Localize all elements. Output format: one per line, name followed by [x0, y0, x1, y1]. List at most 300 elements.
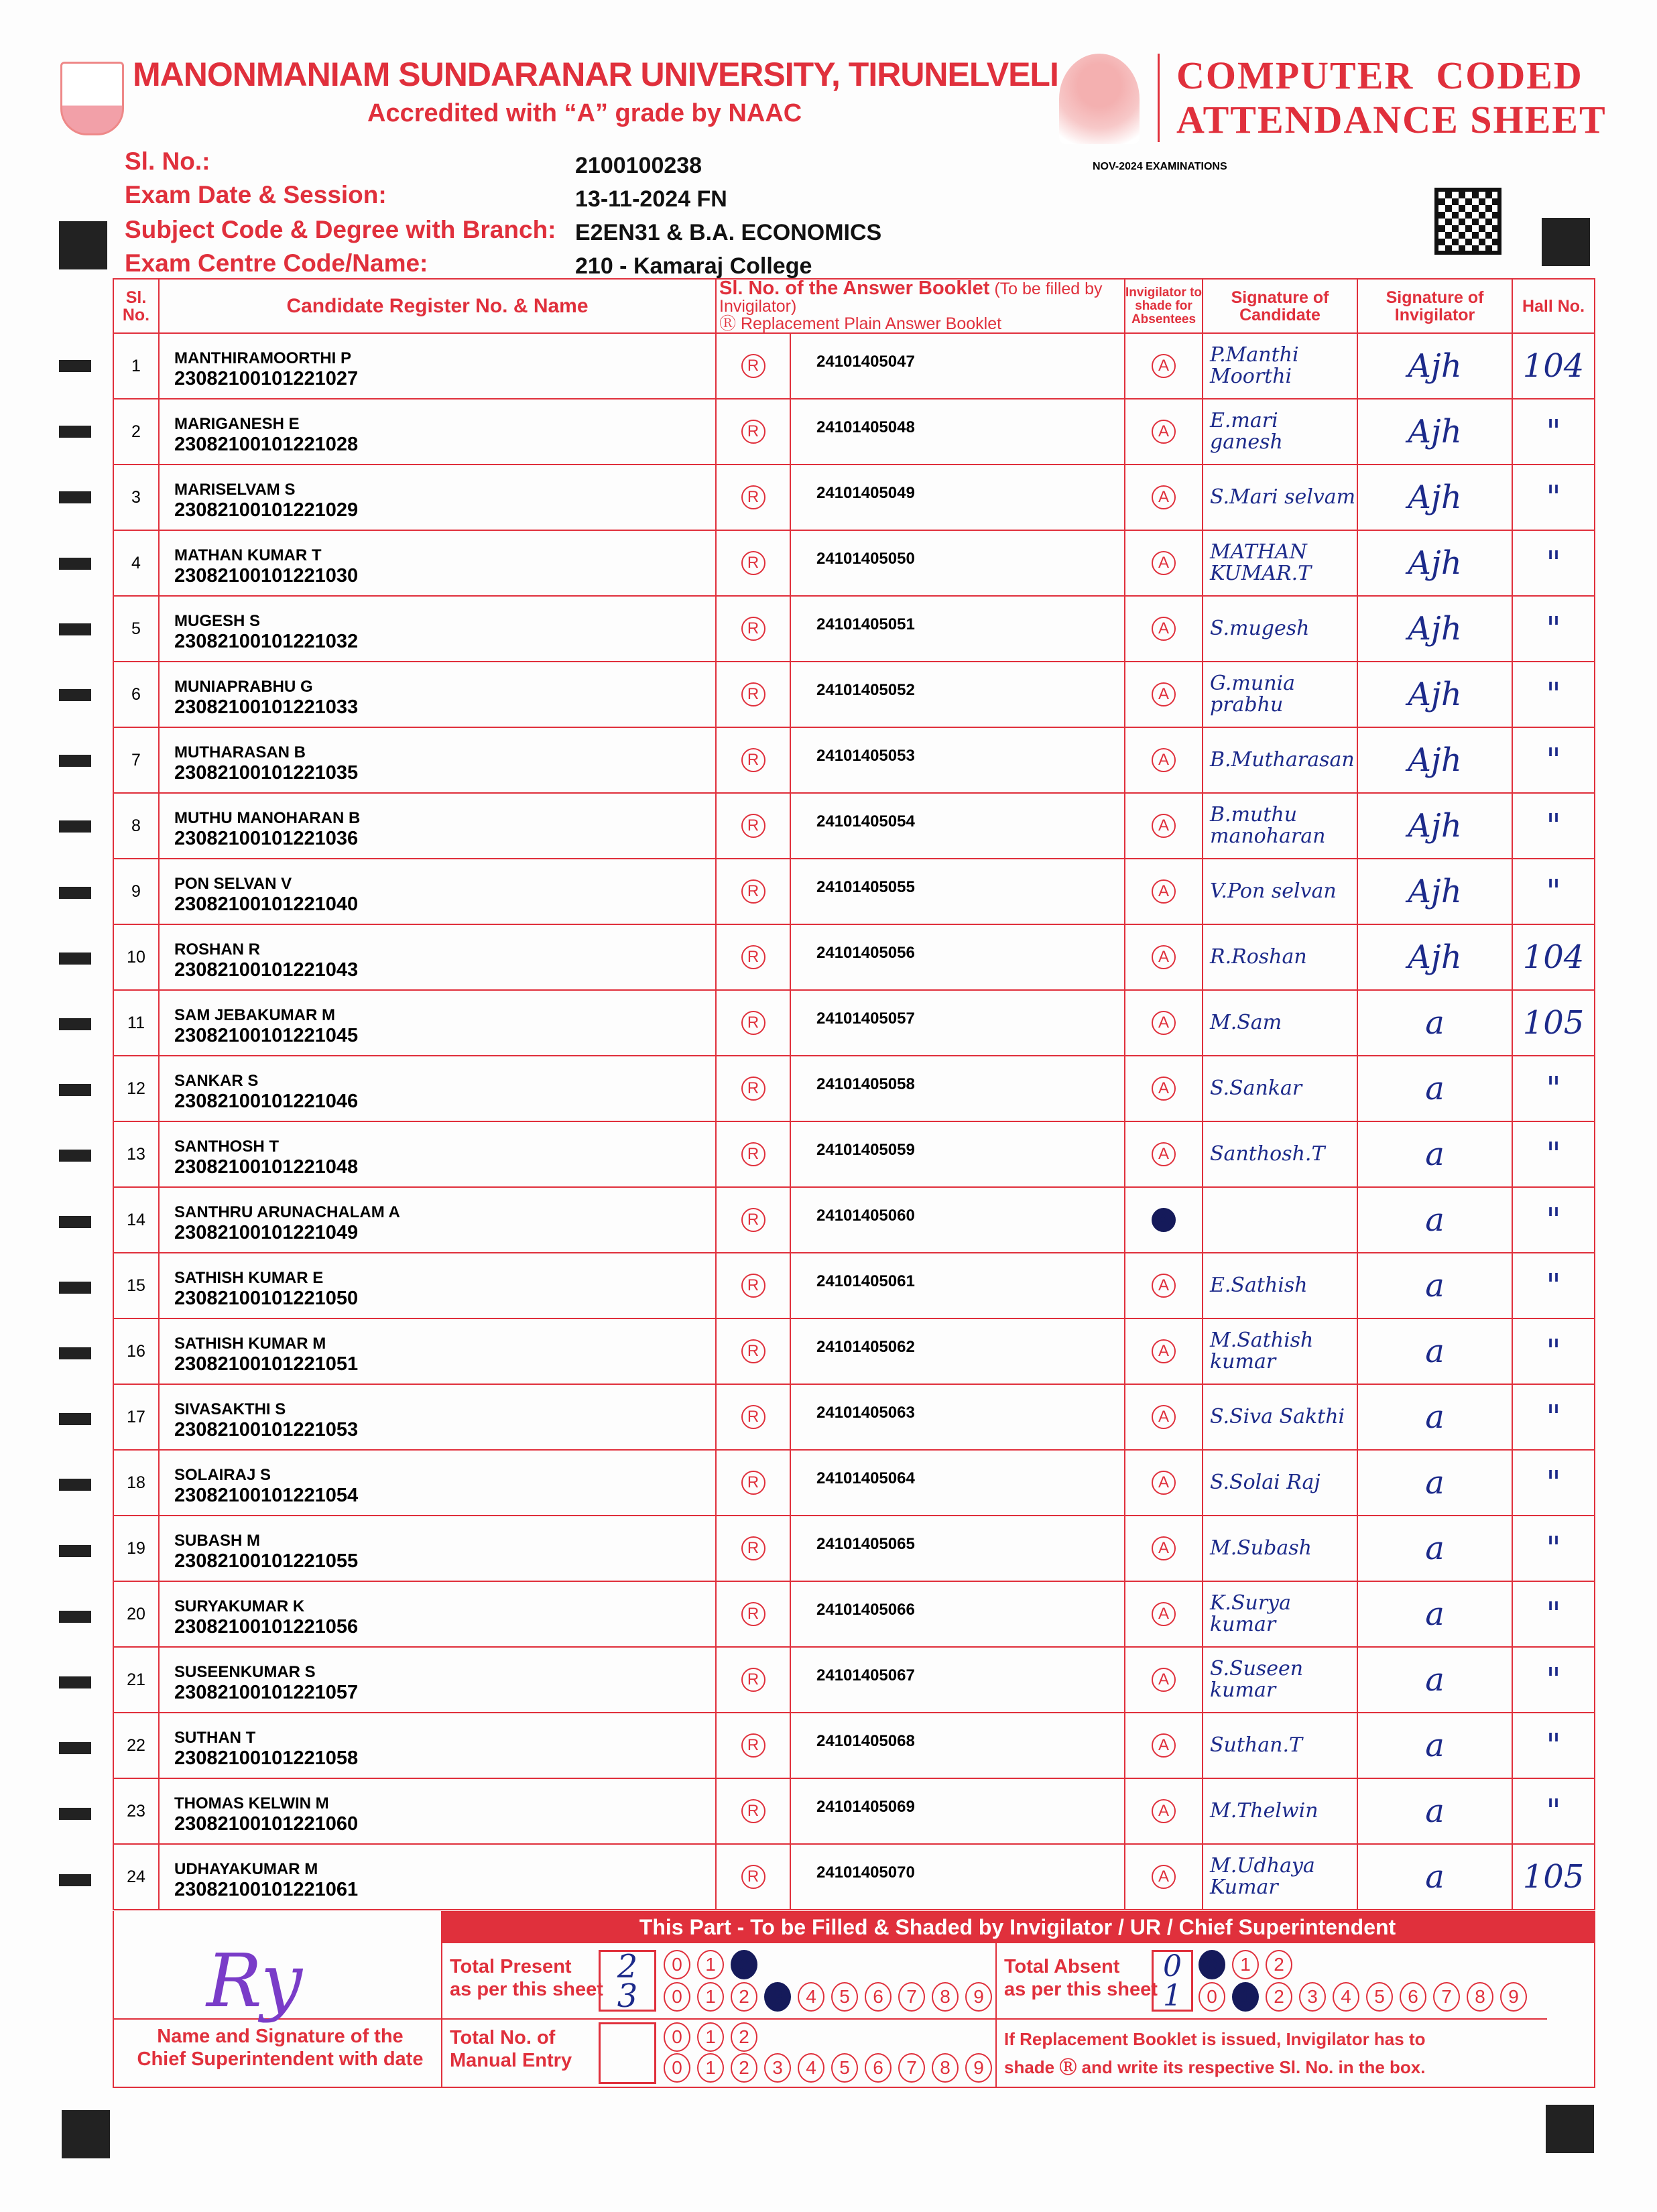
invigilator-section — [113, 1911, 1594, 2088]
absent-box[interactable] — [1152, 1950, 1193, 2012]
digit-bubble[interactable]: 2 — [731, 2022, 757, 2052]
table-row — [113, 465, 1595, 530]
replacement-cell — [716, 1844, 790, 1910]
absent-cell — [1125, 859, 1203, 924]
exam-date-value: 13-11-2024 FN — [575, 186, 727, 212]
present-units: 3 — [617, 1977, 638, 2015]
sheet-title-line-1: COMPUTER CODED — [1176, 54, 1583, 97]
replacement-bubble[interactable]: R — [741, 879, 765, 904]
digit-bubble[interactable]: 1 — [697, 2022, 724, 2052]
digit-bubble[interactable]: 7 — [1433, 1982, 1460, 2012]
absent-cell — [1125, 530, 1203, 596]
digit-bubble[interactable]: 1 — [697, 1950, 724, 1979]
manual-label-1: Total No. of — [450, 2027, 556, 2048]
register-no: 23082100101221033 — [174, 696, 359, 718]
absent-bubble[interactable]: A — [1152, 1799, 1176, 1823]
col-replacement-label: Replacement Plain Answer Booklet — [740, 314, 1002, 333]
table-row — [113, 1516, 1595, 1581]
table-row — [113, 1844, 1595, 1910]
register-no: 23082100101221056 — [174, 1615, 359, 1638]
digit-bubble[interactable]: 9 — [1500, 1982, 1527, 2012]
candidate-signature: Santhosh.T — [1203, 1121, 1357, 1187]
replacement-cell — [716, 1056, 790, 1121]
absent-bubble[interactable]: A — [1152, 1339, 1176, 1363]
replacement-bubble[interactable]: R — [741, 354, 765, 378]
manual-label-2: Manual Entry — [450, 2050, 572, 2071]
replacement-cell — [716, 1516, 790, 1581]
absent-bubble[interactable]: A — [1152, 1602, 1176, 1626]
register-no: 23082100101221048 — [174, 1156, 359, 1178]
candidate-signature: R.Roshan — [1203, 924, 1357, 990]
candidate-cell — [159, 1121, 716, 1187]
timing-mark — [59, 1611, 91, 1623]
table-row — [113, 1253, 1595, 1318]
digit-bubble[interactable]: 8 — [1467, 1982, 1493, 2012]
qr-code — [1434, 188, 1501, 255]
table-row — [113, 333, 1595, 399]
invigilator-signature: a — [1357, 1450, 1512, 1516]
register-no: 23082100101221028 — [174, 433, 359, 455]
absent-cell — [1125, 1318, 1203, 1384]
table-row — [113, 727, 1595, 793]
digit-bubble[interactable]: 4 — [798, 1982, 824, 2012]
absent-cell — [1125, 1647, 1203, 1713]
col-sig-candidate: Signature of Candidate — [1203, 279, 1357, 333]
register-no: 23082100101221029 — [174, 499, 359, 521]
candidate-cell — [159, 1450, 716, 1516]
replacement-bubble[interactable]: R — [741, 420, 765, 444]
timing-mark — [59, 1216, 91, 1228]
booklet-no: 24101405053 — [790, 727, 1125, 793]
digit-bubble[interactable]: 5 — [831, 1982, 858, 2012]
booklet-no: 24101405070 — [790, 1844, 1125, 1910]
candidate-signature: MATHAN KUMAR.T — [1203, 530, 1357, 596]
register-no: 23082100101221030 — [174, 564, 359, 587]
hall-no: " — [1512, 1516, 1595, 1581]
timing-mark — [59, 1413, 91, 1425]
invigilator-signature: a — [1357, 1187, 1512, 1253]
booklet-no: 24101405064 — [790, 1450, 1125, 1516]
replacement-cell — [716, 1778, 790, 1844]
replacement-bubble[interactable]: R — [741, 1339, 765, 1363]
hall-no: " — [1512, 1056, 1595, 1121]
digit-bubble[interactable]: 6 — [865, 2053, 892, 2083]
digit-bubble[interactable]: 5 — [1366, 1982, 1393, 2012]
hall-no: " — [1512, 399, 1595, 465]
absent-bubble[interactable]: A — [1152, 1668, 1176, 1692]
candidate-name: THOMAS KELWIN M — [174, 1794, 329, 1812]
candidate-cell — [159, 1844, 716, 1910]
table-row — [113, 1318, 1595, 1384]
replacement-cell — [716, 465, 790, 530]
candidate-cell — [159, 1253, 716, 1318]
timing-mark — [59, 1150, 91, 1162]
replacement-cell — [716, 1647, 790, 1713]
row-sl: 2 — [113, 399, 159, 465]
hall-no: " — [1512, 465, 1595, 530]
digit-bubble[interactable]: 3 — [764, 2053, 791, 2083]
hall-no: " — [1512, 530, 1595, 596]
absent-cell — [1125, 1121, 1203, 1187]
digit-bubble[interactable]: 1 — [697, 1982, 724, 2012]
absent-bubble[interactable]: A — [1152, 682, 1176, 706]
replacement-cell — [716, 1187, 790, 1253]
replacement-cell — [716, 924, 790, 990]
subject-value: E2EN31 & B.A. ECONOMICS — [575, 220, 882, 245]
booklet-no: 24101405063 — [790, 1384, 1125, 1450]
digit-bubble[interactable]: 3 — [1299, 1982, 1326, 2012]
candidate-signature: S.mugesh — [1203, 596, 1357, 662]
replacement-bubble[interactable]: R — [741, 617, 765, 641]
candidate-cell — [159, 1581, 716, 1647]
booklet-no: 24101405049 — [790, 465, 1125, 530]
register-no: 23082100101221036 — [174, 827, 359, 849]
candidate-cell — [159, 596, 716, 662]
row-sl: 8 — [113, 793, 159, 859]
replacement-bubble[interactable]: R — [741, 1208, 765, 1232]
absent-label-2: as per this sheet — [1004, 1979, 1158, 2000]
digit-bubble[interactable]: 0 — [664, 1950, 690, 1979]
candidate-cell — [159, 1516, 716, 1581]
col-absentees: Invigilator to shade for Absentees — [1125, 279, 1203, 333]
timing-mark — [59, 623, 91, 635]
hall-no: " — [1512, 727, 1595, 793]
candidate-signature: V.Pon selvan — [1203, 859, 1357, 924]
digit-bubble[interactable]: 6 — [865, 1982, 892, 2012]
timing-mark — [59, 491, 91, 503]
digit-bubble[interactable]: 2 — [731, 1982, 757, 2012]
candidate-name: SIVASAKTHI S — [174, 1400, 286, 1418]
digit-bubble[interactable]: 0 — [664, 2022, 690, 2052]
university-logo — [60, 62, 124, 135]
candidate-cell — [159, 924, 716, 990]
digit-bubble[interactable]: 1 — [1232, 1982, 1259, 2012]
digit-bubble[interactable]: 0 — [1199, 1950, 1225, 1979]
candidate-cell — [159, 333, 716, 399]
invigilator-signature: Ajh — [1357, 859, 1512, 924]
row-sl: 18 — [113, 1450, 159, 1516]
absent-bubble[interactable]: A — [1152, 1471, 1176, 1495]
hall-no: " — [1512, 1121, 1595, 1187]
digit-bubble[interactable]: 3 — [764, 1982, 791, 2012]
replacement-bubble[interactable]: R — [741, 1274, 765, 1298]
booklet-no: 24101405067 — [790, 1647, 1125, 1713]
row-sl: 14 — [113, 1187, 159, 1253]
candidate-name: SURYAKUMAR K — [174, 1597, 305, 1615]
exam-label: NOV-2024 EXAMINATIONS — [1093, 161, 1227, 172]
timing-mark — [59, 1676, 91, 1688]
sl-no-value: 2100100238 — [575, 153, 702, 178]
candidate-cell — [159, 1318, 716, 1384]
col-sig-invigilator: Signature of Invigilator — [1357, 279, 1512, 333]
candidate-name: SUTHAN T — [174, 1728, 256, 1747]
replacement-bubble[interactable]: R — [741, 1733, 765, 1758]
replacement-bubble[interactable]: R — [741, 1668, 765, 1692]
digit-bubble[interactable]: 8 — [932, 2053, 959, 2083]
candidate-signature: S.Sankar — [1203, 1056, 1357, 1121]
booklet-no: 24101405056 — [790, 924, 1125, 990]
candidate-name: PON SELVAN V — [174, 874, 292, 893]
present-label-2: as per this sheet — [450, 1979, 603, 2000]
divider — [1158, 54, 1160, 142]
candidate-name: SANKAR S — [174, 1071, 259, 1090]
candidate-signature: M.Udhaya Kumar — [1203, 1844, 1357, 1910]
register-no: 23082100101221060 — [174, 1812, 359, 1835]
hall-no: 105 — [1512, 990, 1595, 1056]
replacement-bubble[interactable]: R — [741, 485, 765, 509]
absent-bubble[interactable]: A — [1152, 1274, 1176, 1298]
absent-bubble[interactable]: A — [1152, 1142, 1176, 1166]
timing-mark — [59, 1808, 91, 1820]
replacement-bubble[interactable]: R — [741, 1405, 765, 1429]
present-label-1: Total Present — [450, 1956, 572, 1977]
digit-bubble[interactable]: 1 — [697, 2053, 724, 2083]
candidate-cell — [159, 530, 716, 596]
replacement-bubble[interactable]: R — [741, 814, 765, 838]
candidate-signature: E.mari ganesh — [1203, 399, 1357, 465]
timing-mark — [59, 1545, 91, 1557]
timing-mark — [62, 2110, 110, 2158]
digit-bubble[interactable]: 5 — [831, 2053, 858, 2083]
booklet-no: 24101405061 — [790, 1253, 1125, 1318]
candidate-signature: B.Mutharasan — [1203, 727, 1357, 793]
register-no: 23082100101221051 — [174, 1353, 359, 1375]
digit-bubble[interactable]: 6 — [1400, 1982, 1426, 2012]
candidate-cell — [159, 1384, 716, 1450]
absent-bubble[interactable]: A — [1152, 420, 1176, 444]
present-box[interactable] — [599, 1948, 656, 2015]
absent-bubble[interactable]: A — [1152, 814, 1176, 838]
timing-mark — [59, 1479, 91, 1491]
table-row — [113, 859, 1595, 924]
invigilator-signature: a — [1357, 1253, 1512, 1318]
digit-bubble[interactable]: 1 — [1232, 1950, 1259, 1979]
absent-bubble[interactable]: A — [1152, 879, 1176, 904]
table-row — [113, 399, 1595, 465]
digit-bubble[interactable]: 7 — [898, 1982, 925, 2012]
booklet-no: 24101405051 — [790, 596, 1125, 662]
timing-mark — [59, 689, 91, 701]
university-name: MANONMANIAM SUNDARANAR UNIVERSITY, TIRUNELVELI — [133, 56, 1058, 93]
table-row — [113, 1778, 1595, 1844]
absent-bubble[interactable]: A — [1152, 1011, 1176, 1035]
invigilator-signature: Ajh — [1357, 530, 1512, 596]
candidate-name: SANTHOSH T — [174, 1137, 279, 1156]
timing-mark — [1542, 218, 1590, 266]
table-row — [113, 530, 1595, 596]
replacement-bubble[interactable]: R — [741, 682, 765, 706]
absent-cell — [1125, 1844, 1203, 1910]
digit-bubble[interactable]: 2 — [731, 2053, 757, 2083]
absent-units: 1 — [1163, 1979, 1182, 2013]
col-booklet-note: (To be filled by Invigilator) — [719, 280, 1103, 316]
replacement-bubble[interactable]: R — [741, 1077, 765, 1101]
candidate-cell — [159, 1187, 716, 1253]
digit-bubble[interactable]: 9 — [965, 1982, 992, 2012]
hall-no: " — [1512, 1581, 1595, 1647]
candidate-signature: Suthan.T — [1203, 1713, 1357, 1778]
replacement-bubble[interactable]: R — [741, 748, 765, 772]
timing-mark — [59, 1874, 91, 1886]
replacement-bubble[interactable]: R — [741, 1799, 765, 1823]
candidate-signature: S.Siva Sakthi — [1203, 1384, 1357, 1450]
sheet-title-line-2: ATTENDANCE SHEET — [1176, 98, 1607, 141]
replacement-cell — [716, 530, 790, 596]
row-sl: 23 — [113, 1778, 159, 1844]
register-no: 23082100101221035 — [174, 761, 359, 784]
replacement-bubble[interactable]: R — [741, 1865, 765, 1889]
booklet-no: 24101405068 — [790, 1713, 1125, 1778]
absent-bubble[interactable]: A — [1152, 1733, 1176, 1758]
row-sl: 4 — [113, 530, 159, 596]
candidate-signature: S.Mari selvam — [1203, 465, 1357, 530]
absent-bubble[interactable]: A — [1152, 945, 1176, 969]
digit-bubble[interactable]: 2 — [1266, 1950, 1292, 1979]
candidate-name: MUTHARASAN B — [174, 743, 306, 761]
candidate-cell — [159, 1713, 716, 1778]
hall-no: " — [1512, 596, 1595, 662]
absent-bubble[interactable]: A — [1152, 354, 1176, 378]
digit-bubble[interactable]: 4 — [798, 2053, 824, 2083]
replacement-bubble[interactable]: R — [741, 1536, 765, 1560]
absent-bubble[interactable]: A — [1152, 1865, 1176, 1889]
absent-bubble[interactable]: A — [1152, 617, 1176, 641]
invigilator-signature: a — [1357, 1778, 1512, 1844]
absent-bubble[interactable]: A — [1152, 1536, 1176, 1560]
candidate-cell — [159, 399, 716, 465]
candidate-signature: B.muthu manoharan — [1203, 793, 1357, 859]
candidate-name: ROSHAN R — [174, 940, 261, 959]
register-no: 23082100101221040 — [174, 893, 359, 915]
absent-cell — [1125, 1253, 1203, 1318]
digit-bubble[interactable]: 2 — [731, 1950, 757, 1979]
invigilator-signature: a — [1357, 1056, 1512, 1121]
candidate-signature: E.Sathish — [1203, 1253, 1357, 1318]
replacement-cell — [716, 333, 790, 399]
row-sl: 21 — [113, 1647, 159, 1713]
digit-bubble[interactable]: 0 — [664, 1982, 690, 2012]
replacement-bubble[interactable]: R — [741, 551, 765, 575]
absent-cell — [1125, 1450, 1203, 1516]
subject-label: Subject Code & Degree with Branch: — [125, 216, 556, 243]
invigilator-signature: a — [1357, 1713, 1512, 1778]
candidate-cell — [159, 859, 716, 924]
register-no: 23082100101221027 — [174, 367, 359, 389]
absent-bubble[interactable]: A — [1152, 551, 1176, 575]
candidate-name: MARIGANESH E — [174, 414, 300, 433]
replacement-cell — [716, 596, 790, 662]
absent-bubble[interactable]: A — [1152, 1208, 1176, 1232]
replacement-bubble[interactable]: R — [741, 1011, 765, 1035]
absent-bubble[interactable]: A — [1152, 1405, 1176, 1429]
hall-no: " — [1512, 793, 1595, 859]
absent-bubble[interactable]: A — [1152, 485, 1176, 509]
table-row — [113, 990, 1595, 1056]
timing-mark — [59, 1742, 91, 1754]
timing-mark — [59, 426, 91, 438]
invigilator-signature: Ajh — [1357, 727, 1512, 793]
absent-label-1: Total Absent — [1004, 1956, 1120, 1977]
row-sl: 16 — [113, 1318, 159, 1384]
replacement-bubble[interactable]: R — [741, 945, 765, 969]
replacement-cell — [716, 1121, 790, 1187]
candidate-signature: M.Subash — [1203, 1516, 1357, 1581]
digit-bubble[interactable]: 0 — [664, 2053, 690, 2083]
booklet-no: 24101405058 — [790, 1056, 1125, 1121]
replacement-bubble[interactable]: R — [741, 1142, 765, 1166]
absent-label — [1004, 1955, 1158, 2001]
register-no: 23082100101221053 — [174, 1418, 359, 1440]
replacement-cell — [716, 1253, 790, 1318]
absent-cell — [1125, 1581, 1203, 1647]
replacement-cell — [716, 1384, 790, 1450]
timing-mark — [59, 755, 91, 767]
timing-mark — [59, 953, 91, 965]
candidate-cell — [159, 990, 716, 1056]
invigilator-signature: Ajh — [1357, 924, 1512, 990]
candidate-name: SOLAIRAJ S — [174, 1465, 271, 1484]
hall-no: " — [1512, 1384, 1595, 1450]
invigilator-signature: Ajh — [1357, 333, 1512, 399]
timing-mark — [1546, 2105, 1594, 2153]
absent-cell — [1125, 924, 1203, 990]
timing-mark — [59, 1282, 91, 1294]
row-sl: 24 — [113, 1844, 159, 1910]
digit-bubble[interactable]: 0 — [1199, 1982, 1225, 2012]
timing-mark — [59, 1084, 91, 1096]
hall-no: " — [1512, 1713, 1595, 1778]
absent-cell — [1125, 1516, 1203, 1581]
col-booklet-label: Sl. No. of the Answer Booklet — [719, 278, 990, 299]
register-no: 23082100101221054 — [174, 1484, 359, 1506]
absent-tens: 0 — [1163, 1949, 1182, 1983]
hall-no: " — [1512, 1778, 1595, 1844]
digit-bubble[interactable]: 2 — [1266, 1982, 1292, 2012]
register-no: 23082100101221032 — [174, 630, 359, 652]
digit-bubble[interactable]: 4 — [1333, 1982, 1359, 2012]
booklet-no: 24101405059 — [790, 1121, 1125, 1187]
row-sl: 17 — [113, 1384, 159, 1450]
booklet-no: 24101405048 — [790, 399, 1125, 465]
hall-no: " — [1512, 1187, 1595, 1253]
table-row — [113, 1384, 1595, 1450]
hall-no: 104 — [1512, 924, 1595, 990]
row-sl: 6 — [113, 662, 159, 727]
exam-date-label: Exam Date & Session: — [125, 181, 387, 208]
booklet-no: 24101405060 — [790, 1187, 1125, 1253]
absent-bubble[interactable]: A — [1152, 748, 1176, 772]
table-header — [113, 279, 1595, 333]
table-row — [113, 1450, 1595, 1516]
replacement-cell — [716, 1450, 790, 1516]
absent-cell — [1125, 990, 1203, 1056]
replacement-cell — [716, 399, 790, 465]
manual-box[interactable] — [599, 2022, 656, 2084]
register-no: 23082100101221045 — [174, 1024, 359, 1046]
table-row — [113, 1713, 1595, 1778]
invigilator-signature: a — [1357, 1844, 1512, 1910]
absent-cell — [1125, 1384, 1203, 1450]
digit-bubble[interactable]: 9 — [965, 2053, 992, 2083]
col-candidate: Candidate Register No. & Name — [159, 279, 716, 333]
absent-bubble[interactable]: A — [1152, 1077, 1176, 1101]
digit-bubble[interactable]: 8 — [932, 1982, 959, 2012]
absent-tens-bubbles — [1199, 1950, 1292, 1979]
digit-bubble[interactable]: 7 — [898, 2053, 925, 2083]
replacement-bubble[interactable]: R — [741, 1471, 765, 1495]
replacement-bubble[interactable]: R — [741, 1602, 765, 1626]
absent-cell — [1125, 1778, 1203, 1844]
